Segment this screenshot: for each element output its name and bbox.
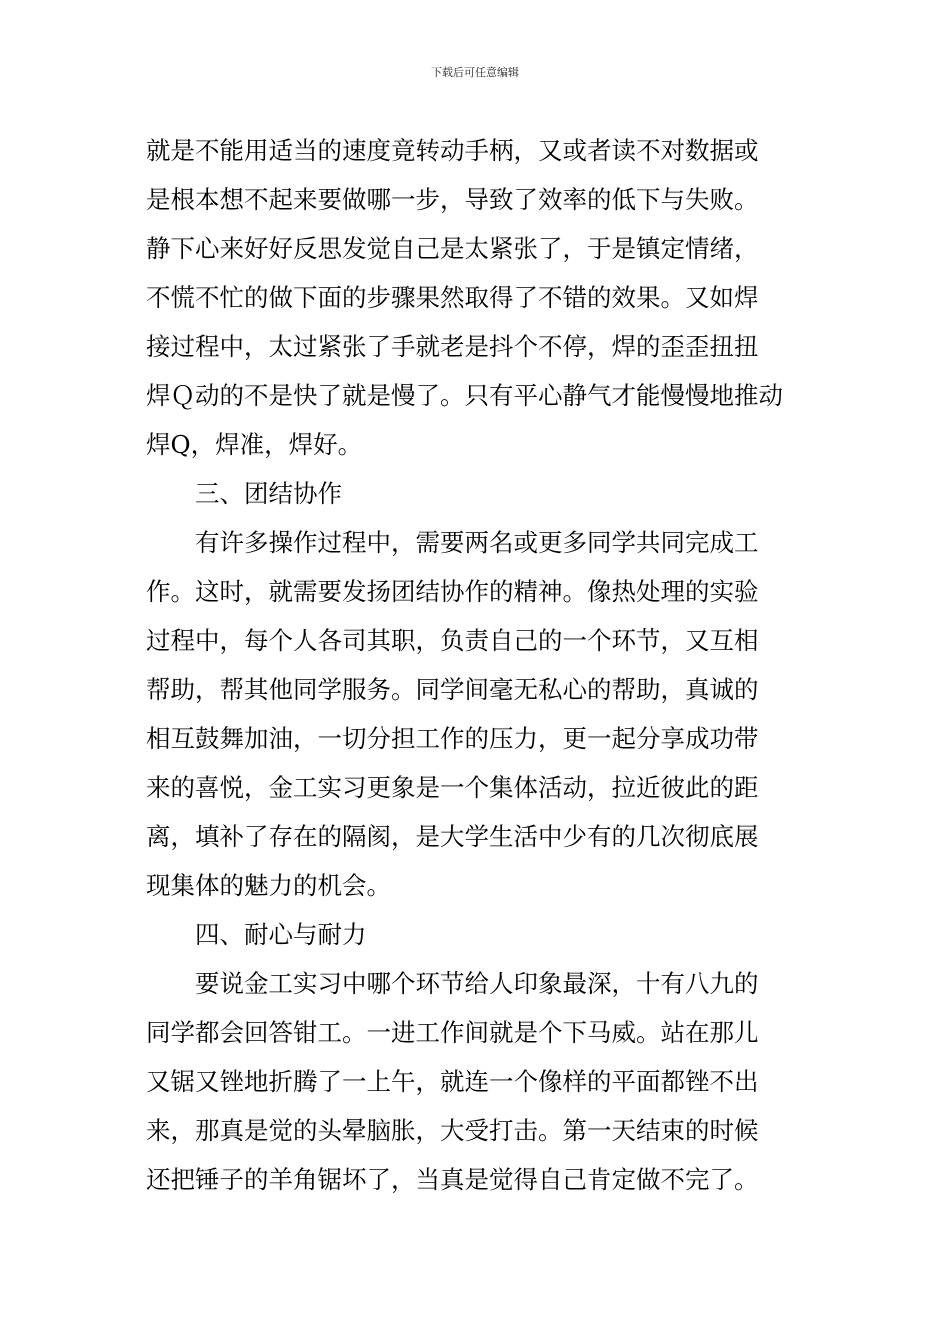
text-line: 就是不能用适当的速度竟转动手柄，又或者读不对数据或 (146, 136, 759, 165)
paragraph-first-line: 有许多操作过程中，需要两名或更多同学共同完成工 (195, 528, 759, 557)
text-line: 静下心来好好反思发觉自己是太紧张了，于是镇定情绪， (146, 234, 759, 263)
document-body (146, 126, 806, 1204)
text-line: 不慌不忙的做下面的步骤果然取得了不错的效果。又如焊 (146, 283, 759, 312)
text-line: 接过程中，太过紧张了手就老是抖个不停，焊的歪歪扭扭 (146, 332, 759, 361)
text-line: 来，那真是觉的头晕脑胀，大受打击。第一天结束的时候 (146, 1116, 759, 1145)
text-line: 同学都会回答钳工。一进工作间就是个下马威。站在那儿 (146, 1018, 759, 1047)
text-line: 过程中，每个人各司其职，负责自己的一个环节，又互相 (146, 626, 759, 655)
section-heading: 三、团结协作 (195, 479, 342, 508)
text-line: 相互鼓舞加油，一切分担工作的压力，更一起分享成功带 (146, 724, 759, 753)
text-line: 又锯又锉地折腾了一上午，就连一个像样的平面都锉不出 (146, 1067, 759, 1096)
text-line: 作。这时，就需要发扬团结协作的精神。像热处理的实验 (146, 577, 759, 606)
text-line: 帮助，帮其他同学服务。同学间毫无私心的帮助，真诚的 (146, 675, 759, 704)
text-line: 焊Ｑ动的不是快了就是慢了。只有平心静气才能慢慢地推动 (146, 381, 783, 410)
text-line: 来的喜悦，金工实习更象是一个集体活动，拉近彼此的距 (146, 773, 759, 802)
section-heading: 四、耐心与耐力 (195, 920, 367, 949)
text-line: 还把锤子的羊角锯坏了，当真是觉得自己肯定做不完了。 (146, 1165, 759, 1194)
paragraph-first-line: 要说金工实习中哪个环节给人印象最深，十有八九的 (195, 969, 759, 998)
text-line: 焊Q，焊准，焊好。 (146, 430, 363, 459)
text-line: 离，填补了存在的隔阂，是大学生活中少有的几次彻底展 (146, 822, 759, 851)
page-header: 下载后可任意编辑 (431, 66, 519, 79)
text-line: 现集体的魅力的机会。 (146, 871, 391, 900)
text-line: 是根本想不起来要做哪一步，导致了效率的低下与失败。 (146, 185, 759, 214)
